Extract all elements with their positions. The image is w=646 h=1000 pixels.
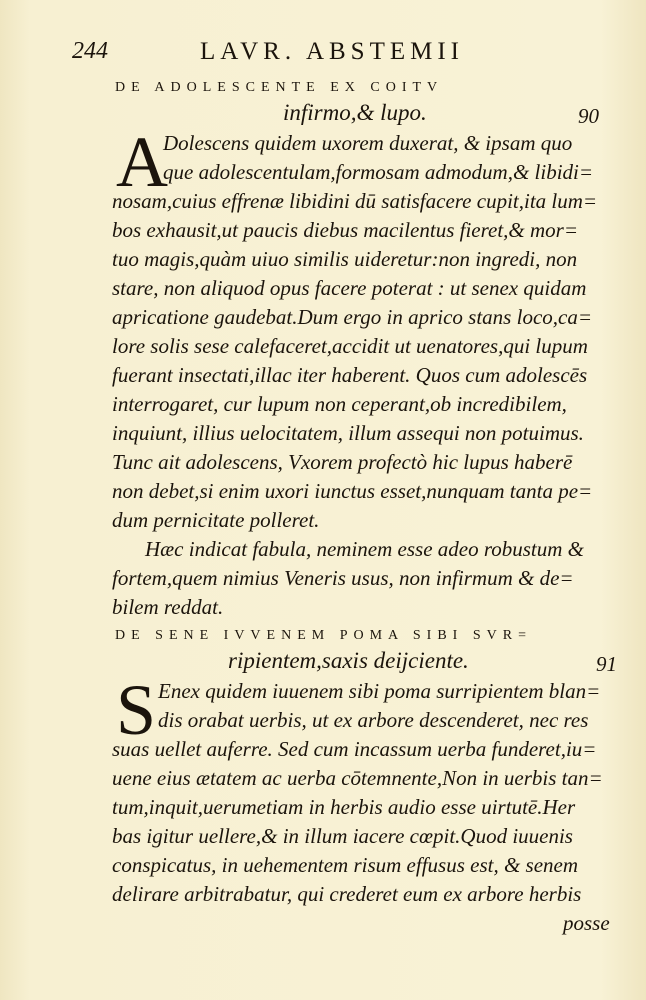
fable-90-line: interrogaret, cur lupum non ceperant,ob incredibilem, — [112, 392, 567, 416]
fable-90-line: Tunc ait adolescens, Vxorem profectò hic lupus haberē — [112, 450, 573, 474]
fable-91-line: suas uellet auferre. Sed cum incassum uerba funderet,iu= — [112, 737, 597, 761]
fable-90-moral-line: Hæc indicat fabula, neminem esse adeo robustum & — [145, 537, 585, 561]
fable-91-title-cont: ripientem,saxis deijciente. — [228, 648, 469, 673]
fable-90-moral-line: fortem,quem nimius Veneris usus, non infirmum & de= — [112, 566, 574, 590]
fable-90-line: inquiunt, illius uelocitatem, illum assequi non potuimus. — [112, 421, 584, 445]
catchword: posse — [563, 911, 610, 935]
fable-91-line: uene eius ætatem ac uerba cōtemnente,Non in uerbis tan= — [112, 766, 603, 790]
fable-90-line: Dolescens quidem uxorem duxerat, & ipsam quo — [163, 131, 573, 155]
fable-90-line: fuerant insectati,illac iter haberent. Quos cum adolescēs — [112, 363, 588, 387]
fable-91-line: conspicatus, in uehementem risum effusus est, & senem — [112, 853, 579, 877]
fable-90-line: stare, non aliquod opus facere poterat : ut senex quidam — [112, 276, 587, 300]
fable-91-title: DE SENE IVVENEM POMA SIBI SVR= — [115, 628, 532, 643]
fable-90-line: apricatione gaudebat.Dum ergo in aprico stans loco,ca= — [112, 305, 593, 329]
fable-91-number: 91 — [596, 652, 617, 676]
fable-90-line: bos exhausit,ut paucis diebus macilentus fieret,& mor= — [112, 218, 579, 242]
fable-91-line: delirare arbitrabatur, qui crederet eum ex arbore herbis — [112, 882, 582, 906]
fable-90-line: non debet,si enim uxori iunctus esset,nunquam tanta pe= — [112, 479, 593, 503]
fable-90-title-cont: infirmo,& lupo. — [283, 100, 427, 125]
fable-90-number: 90 — [578, 104, 599, 128]
fable-90-moral-line: bilem reddat. — [112, 595, 224, 619]
running-head: LAVR. ABSTEMII — [200, 38, 465, 65]
fable-91-line: bas igitur uellere,& in illum iacere cœpit.Quod iuuenis — [112, 824, 573, 848]
page-number: 244 — [72, 38, 108, 64]
fable-91-line: Enex quidem iuuenem sibi poma surripientem blan= — [158, 679, 601, 703]
fable-91-line: dis orabat uerbis, ut ex arbore descenderet, nec res — [158, 708, 589, 732]
fable-90-line: que adolescentulam,formosam admodum,& libidi= — [163, 160, 594, 184]
fable-90-line: lore solis sese calefaceret,accidit ut uenatores,qui lupum — [112, 334, 588, 358]
fable-91-dropcap: S — [116, 670, 157, 750]
page-header — [72, 38, 542, 68]
fable-90-line: dum pernicitate polleret. — [112, 508, 320, 532]
fable-91-line: tum,inquit,uerumetiam in herbis audio esse uirtutē.Her — [112, 795, 576, 819]
fable-90-line: tuo magis,quàm uiuo similis uideretur:non ingredi, non — [112, 247, 578, 271]
fable-90-line: nosam,cuius effrenæ libidini dū satisfacere cupit,ita lum= — [112, 189, 598, 213]
fable-90-title: DE ADOLESCENTE EX COITV — [115, 80, 444, 95]
fable-90-dropcap: A — [116, 122, 168, 202]
